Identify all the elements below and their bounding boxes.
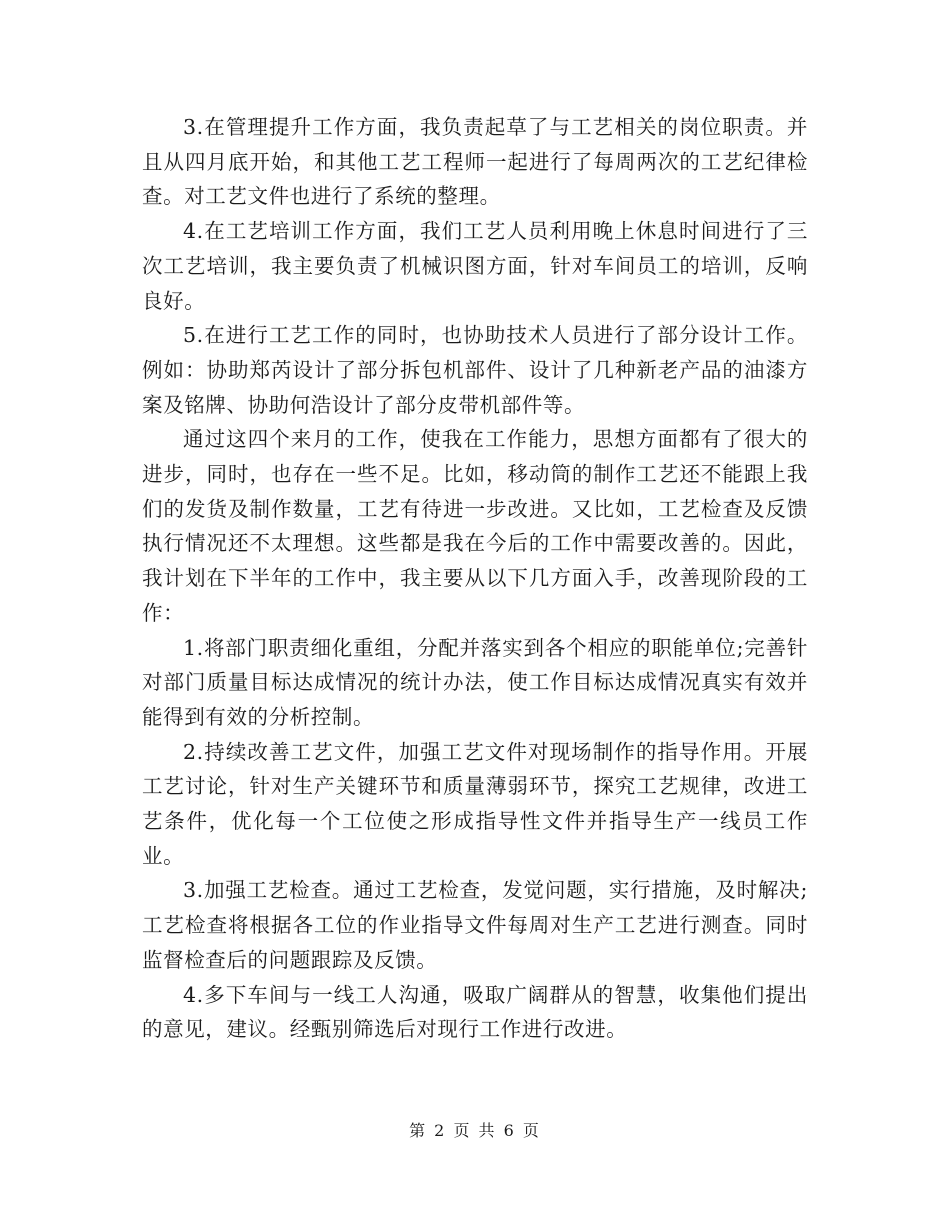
paragraph-plan-item-1: 1.将部门职责细化重组，分配并落实到各个相应的职能单位;完善针对部门质量目标达成情况的统计办法，使工作目标达成情况真实有效并能得到有效的分析控制。: [142, 635, 808, 729]
paragraph-plan-item-4: 4.多下车间与一线工人沟通，吸取广阔群从的智慧，收集他们提出的意见，建议。经甄别筛选后对现行工作进行改进。: [142, 982, 808, 1042]
document-body: [142, 110, 808, 1047]
paragraph-management-improvement: 3.在管理提升工作方面，我负责起草了与工艺相关的岗位职责。并且从四月底开始，和其他工艺工程师一起进行了每周两次的工艺纪律检查。对工艺文件也进行了系统的整理。: [142, 115, 808, 209]
paragraph-summary-and-plan: 通过这四个来月的工作，使我在工作能力，思想方面都有了很大的进步，同时，也存在一些不足。比如，移动筒的制作工艺还不能跟上我们的发货及制作数量，工艺有待进一步改进。又比如，工艺检查及反馈执行情况还不太理想。这些都是我在今后的工作中需要改善的。因此，我计划在下半年的工作中，我主要从以下几方面入手，改善现阶段的工作：: [142, 427, 808, 625]
paragraph-training-work: 4.在工艺培训工作方面，我们工艺人员利用晚上休息时间进行了三次工艺培训，我主要负责了机械识图方面，针对车间员工的培训，反响良好。: [142, 219, 808, 313]
paragraph-design-assistance: 5.在进行工艺工作的同时，也协助技术人员进行了部分设计工作。例如：协助郑芮设计了部分拆包机部件、设计了几种新老产品的油漆方案及铭牌、协助何浩设计了部分皮带机部件等。: [142, 323, 808, 417]
page-number-footer: 第 2 页 共 6 页: [409, 1121, 541, 1140]
paragraph-plan-item-3: 3.加强工艺检查。通过工艺检查，发觉问题，实行措施，及时解决;工艺检查将根据各工位的作业指导文件每周对生产工艺进行测查。同时监督检查后的问题跟踪及反馈。: [142, 878, 808, 972]
paragraph-plan-item-2: 2.持续改善工艺文件，加强工艺文件对现场制作的指导作用。开展工艺讨论，针对生产关键环节和质量薄弱环节，探究工艺规律，改进工艺条件，优化每一个工位使之形成指导性文件并指导生产一线员工作业。: [142, 739, 808, 868]
